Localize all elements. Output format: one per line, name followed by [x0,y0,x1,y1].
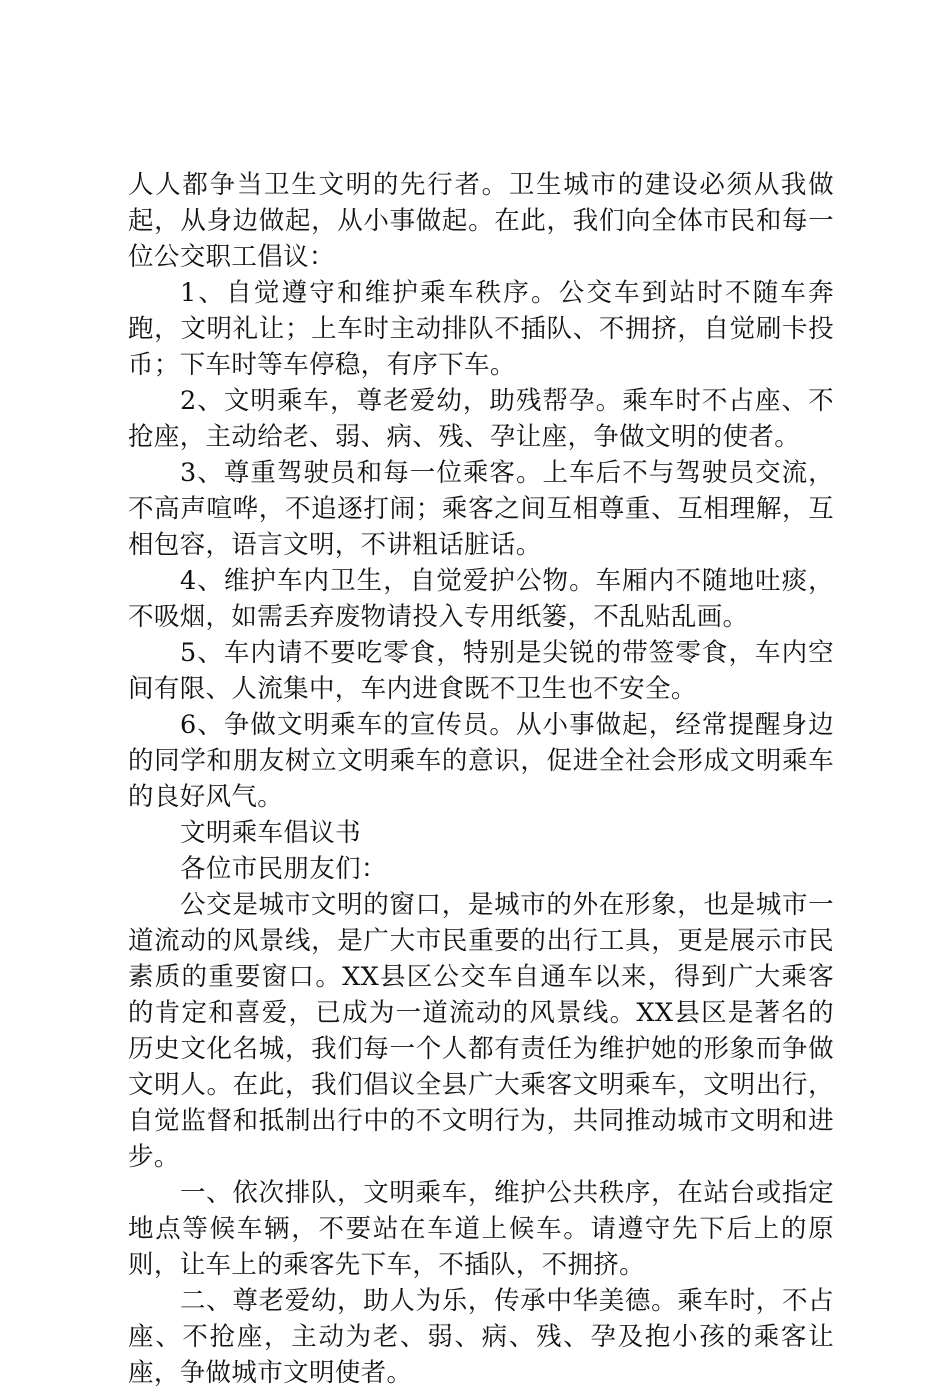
proposal-item-2: 2、文明乘车，尊老爱幼，助残帮孕。乘车时不占座、不抢座，主动给老、弱、病、残、孕让座，争做文明的使者。 [128,386,834,452]
body-paragraph: 公交是城市文明的窗口，是城市的外在形象，也是城市一道流动的风景线，是广大市民重要的出行工具，更是展示市民素质的重要窗口。XX县区公交车自通车以来，得到广大乘客的肯定和喜爱，已成为一道流动的风景线。XX县区是著名的历史文化名城，我们每一个人都有责任为维护她的形象而争做文明人。在此，我们倡议全县广大乘客文明乘车，文明出行，自觉监督和抵制出行中的不文明行为，共同推动城市文明和进步。 [128,890,834,1172]
proposal-item-5: 5、车内请不要吃零食，特别是尖锐的带签零食，车内空间有限、人流集中，车内进食既不卫生也不安全。 [128,638,834,704]
intro-paragraph: 人人都争当卫生文明的先行者。卫生城市的建设必须从我做起，从身边做起，从小事做起。在此，我们向全体市民和每一位公交职工倡议： [128,170,834,272]
proposal-item-4: 4、维护车内卫生，自觉爱护公物。车厢内不随地吐痰，不吸烟，如需丢弃废物请投入专用纸篓，不乱贴乱画。 [128,566,834,632]
proposal-item-3: 3、尊重驾驶员和每一位乘客。上车后不与驾驶员交流，不高声喧哗，不追逐打闹；乘客之间互相尊重、互相理解，互相包容，语言文明，不讲粗话脏话。 [128,458,834,560]
document-body [128,167,834,1391]
proposal-item-6: 6、争做文明乘车的宣传员。从小事做起，经常提醒身边的同学和朋友树立文明乘车的意识，促进全社会形成文明乘车的良好风气。 [128,710,834,812]
proposal-item-1: 1、自觉遵守和维护乘车秩序。公交车到站时不随车奔跑，文明礼让；上车时主动排队不插队、不拥挤，自觉刷卡投币；下车时等车停稳，有序下车。 [128,278,834,380]
initiative-item-2: 二、尊老爱幼，助人为乐，传承中华美德。乘车时，不占座、不抢座，主动为老、弱、病、残、孕及抱小孩的乘客让座，争做城市文明使者。 [128,1286,834,1388]
section-title: 文明乘车倡议书 [180,818,361,848]
salutation: 各位市民朋友们： [180,854,387,884]
initiative-item-1: 一、依次排队，文明乘车，维护公共秩序，在站台或指定地点等候车辆，不要站在车道上候车。请遵守先下后上的原则，让车上的乘客先下车，不插队，不拥挤。 [128,1178,834,1280]
